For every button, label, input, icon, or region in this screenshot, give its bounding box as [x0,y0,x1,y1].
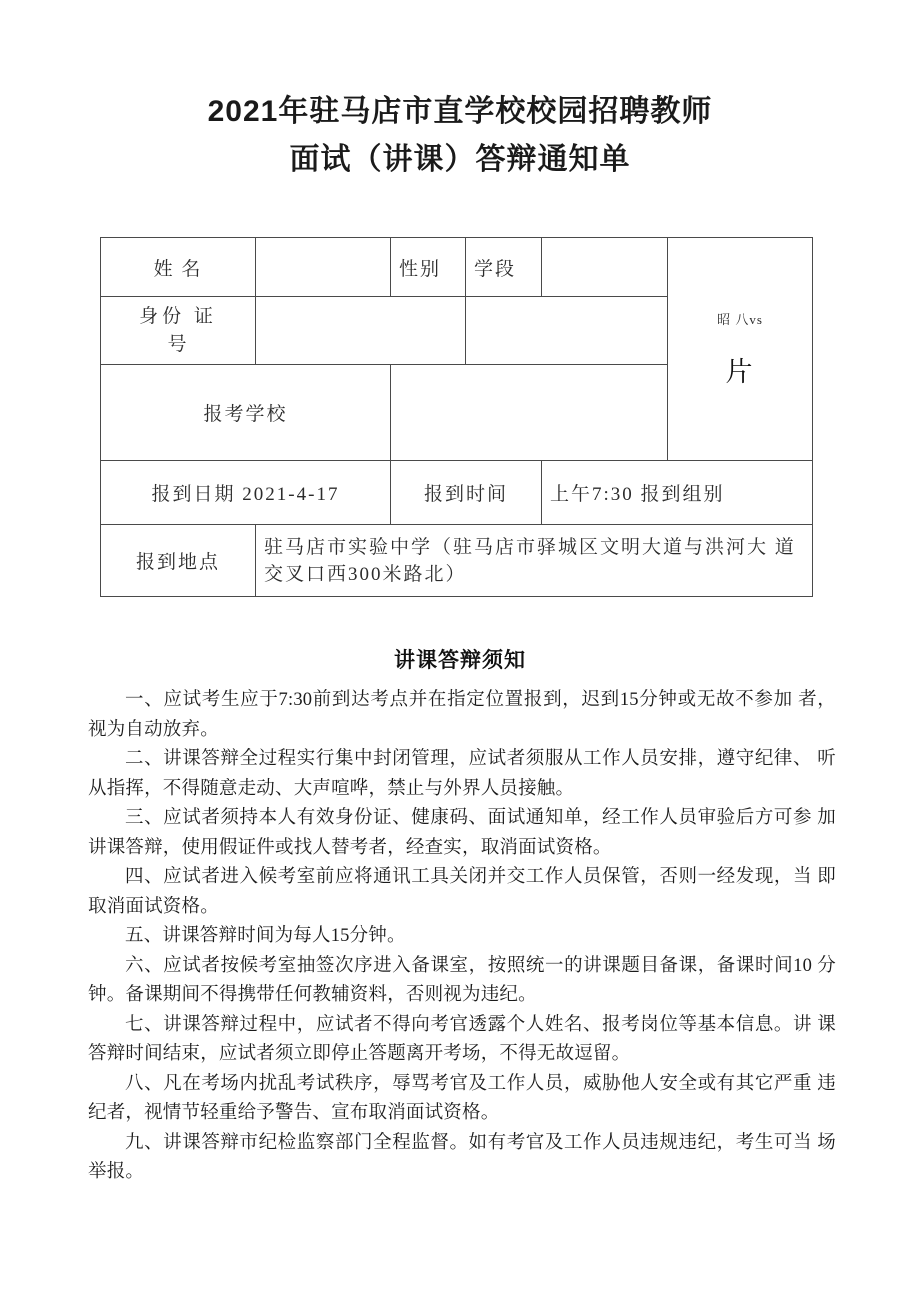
label-id-number [101,297,256,365]
value-report-place [256,525,813,597]
label-report-time: 报到时间 [391,461,542,525]
value-name[interactable] [256,238,391,297]
title-line-2: 面试（讲课）答辩通知单 [289,143,631,176]
value-report-time-group[interactable]: 上午7:30 报到组别 [542,461,813,525]
notice-item: 二、讲课答辩全过程实行集中封闭管理，应试者须服从工作人员安排，遵守纪律、 听从指挥，不得随意走动、大声喧哗，禁止与外界人员接触。 [88,749,836,799]
table-row-name [101,238,813,297]
label-applied-school: 报考学校 [101,365,391,461]
notice-item: 八、凡在考场内扰乱考试秩序，辱骂考官及工作人员，威胁他人安全或有其它严重 违纪者，视情节轻重给予警告、宣布取消面试资格。 [88,1073,836,1123]
label-gender: 性别 [391,238,466,297]
report-place-line-2: 交叉口西300米路北） [264,563,467,585]
label-report-date: 报到日期 2021-4-17 [101,461,391,525]
table-row-report-datetime [101,461,813,525]
report-place-line-1: 驻马店市实验中学（驻马店市驿城区文明大道与洪河大 道 [264,536,796,558]
notice-item: 六、应试者按候考室抽签次序进入备课室，按照统一的讲课题目备课，备课时间10 分钟。备课期间不得携带任何教辅资料，否则视为违纪。 [88,955,836,1005]
notice-item: 七、讲课答辩过程中，应试者不得向考官透露个人姓名、报考岗位等基本信息。讲 课答辩时间结束，应试者须立即停止答题离开考场，不得无故逗留。 [88,1014,836,1064]
label-id-number-line1: 身份 证 [139,305,217,327]
label-stage: 学段 [466,238,542,297]
candidate-info-table [100,237,813,597]
notice-item: 三、应试者须持本人有效身份证、健康码、面试通知单，经工作人员审验后方可参 加讲课答辩，使用假证件或找人替考者，经查实，取消面试资格。 [88,808,836,858]
value-id-number-extra[interactable] [466,297,668,365]
label-report-place: 报到地点 [101,525,256,597]
label-name: 姓 名 [101,238,256,297]
photo-label-top: 昭 八vs [717,312,763,327]
notice-item: 五、讲课答辩时间为每人15分钟。 [125,926,406,946]
title-line-1: 2021年驻马店市直学校校园招聘教师 [207,95,713,128]
notice-item: 九、讲课答辩市纪检监察部门全程监督。如有考官及工作人员违规违纪，考生可当 场举报。 [88,1132,836,1182]
table-row-report-place [101,525,813,597]
document-title [0,88,920,184]
notice-heading: 讲课答辩须知 [394,649,526,672]
notice-item: 一、应试考生应于7:30前到达考点并在指定位置报到，迟到15分钟或无故不参加 者，视为自动放弃。 [88,690,836,740]
value-stage[interactable] [542,238,668,297]
notice-item: 四、应试者进入候考室前应将通讯工具关闭并交工作人员保管，否则一经发现，当 即取消面试资格。 [88,867,836,917]
photo-placeholder-cell [668,238,813,461]
photo-label-bottom: 片 [725,357,755,387]
label-id-number-line2: 号 [167,333,189,355]
value-applied-school[interactable] [391,365,668,461]
notice-body [88,686,836,1188]
value-id-number[interactable] [256,297,466,365]
